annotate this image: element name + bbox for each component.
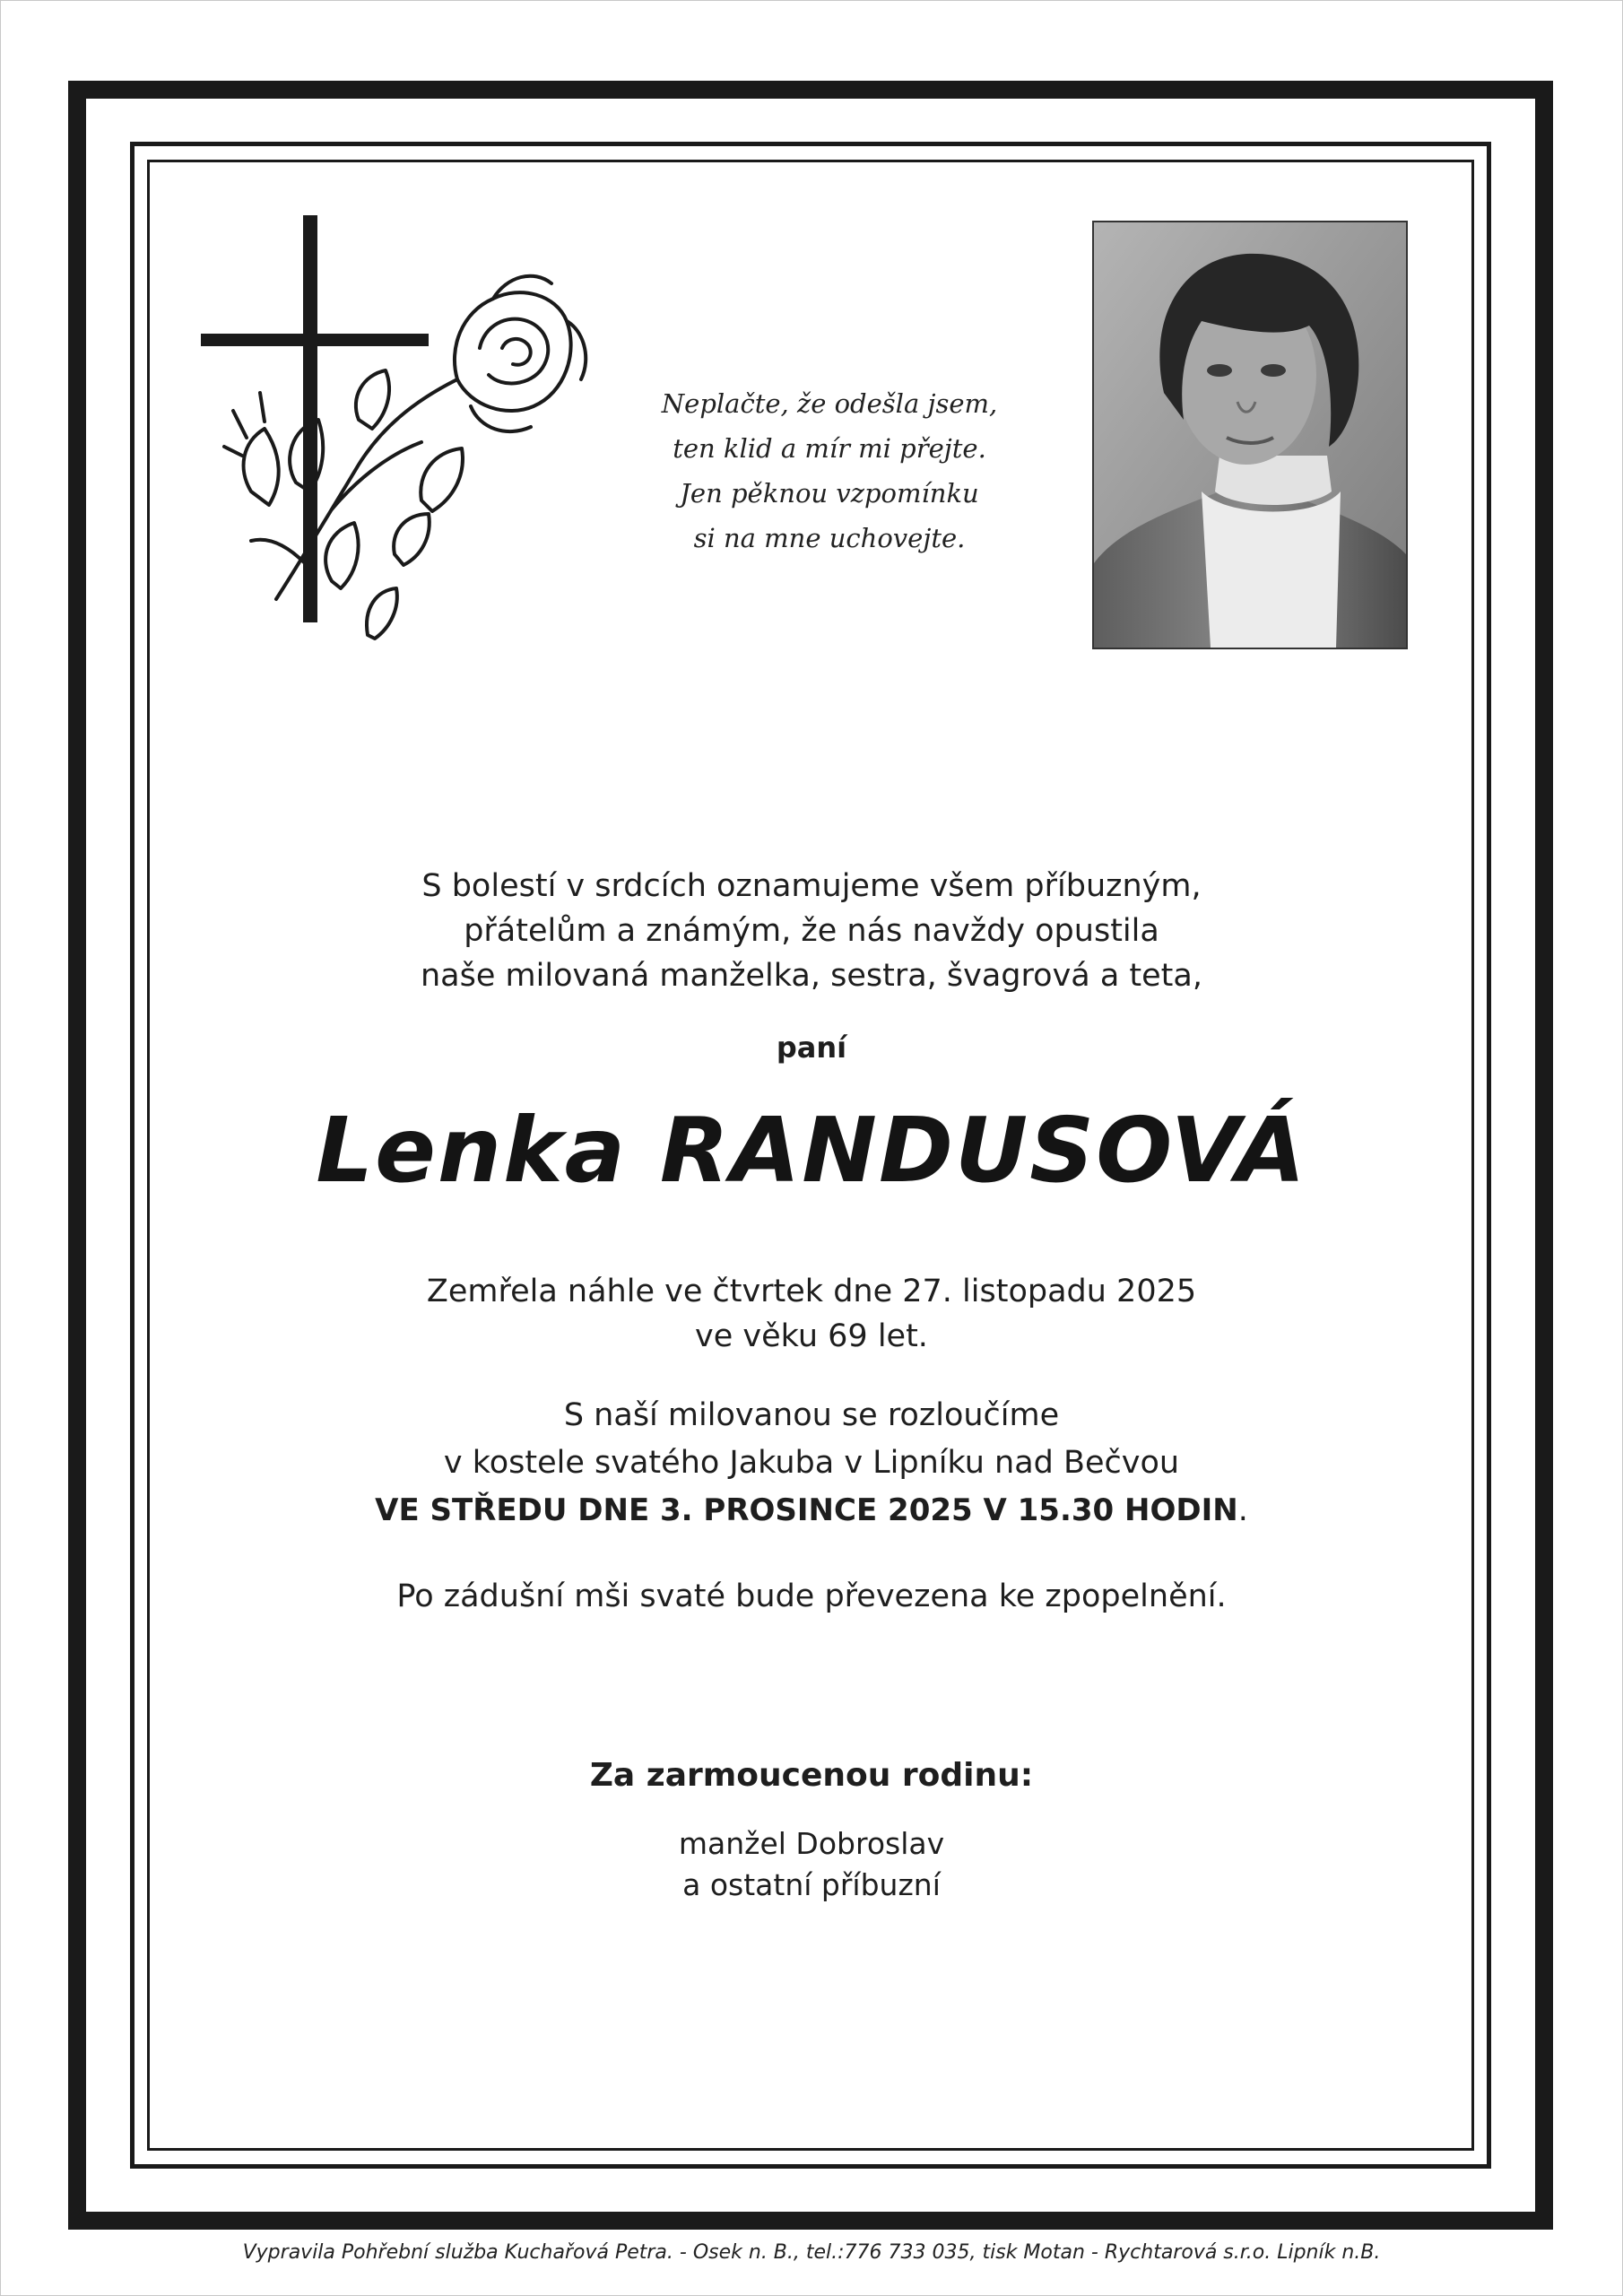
family-heading: Za zarmoucenou rodinu: (589, 1757, 1034, 1794)
farewell-date-line (179, 1487, 1444, 1535)
funeral-details (179, 1392, 1444, 1535)
cross-icon (201, 215, 429, 622)
family-member: a ostatní příbuzní (682, 1867, 941, 1902)
family-member: manžel Dobroslav (678, 1826, 945, 1861)
honorific-title: paní (776, 1031, 847, 1065)
poem-line: Jen pěknou vzpomínku (680, 478, 979, 509)
intro-line: naše milovaná manželka, sestra, švagrová a teta, (421, 958, 1202, 994)
intro-line: S bolestí v srdcích oznamujeme všem příbuzným, (421, 868, 1202, 904)
cross-and-rose-illustration (197, 213, 601, 644)
poem-line: Neplačte, že odešla jsem, (661, 388, 998, 419)
rose-icon (224, 276, 586, 639)
farewell-line: S naší milovanou se rozloučíme (563, 1397, 1060, 1433)
farewell-line: v kostele svatého Jakuba v Lipníku nad Bečvou (443, 1445, 1180, 1481)
death-details (179, 1269, 1444, 1359)
announcement-intro (179, 864, 1444, 998)
portrait-photo (1092, 221, 1408, 649)
deceased-name: Lenka RANDUSOVÁ (316, 1098, 1307, 1203)
family-members (179, 1823, 1444, 1906)
death-line: ve věku 69 let. (695, 1318, 928, 1354)
farewell-date-period: . (1237, 1492, 1248, 1528)
printer-footer: Vypravila Pohřební služba Kuchařová Petra. - Osek n. B., tel.:776 733 035, tisk Motan - Rychtarová s.r.o. Lipník n.B. (242, 2241, 1381, 2264)
death-line: Zemřela náhle ve čtvrtek dne 27. listopadu 2025 (426, 1274, 1197, 1309)
poem-line: ten klid a mír mi přejte. (673, 433, 986, 464)
cremation-note: Po zádušní mši svaté bude převezena ke zpopelnění. (396, 1578, 1227, 1614)
intro-line: přátelům a známým, že nás navždy opustila (464, 913, 1159, 949)
memorial-poem (619, 381, 1040, 561)
poem-line: si na mne uchovejte. (693, 523, 966, 553)
farewell-date: VE STŘEDU DNE 3. PROSINCE 2025 V 15.30 HODIN (375, 1492, 1238, 1528)
